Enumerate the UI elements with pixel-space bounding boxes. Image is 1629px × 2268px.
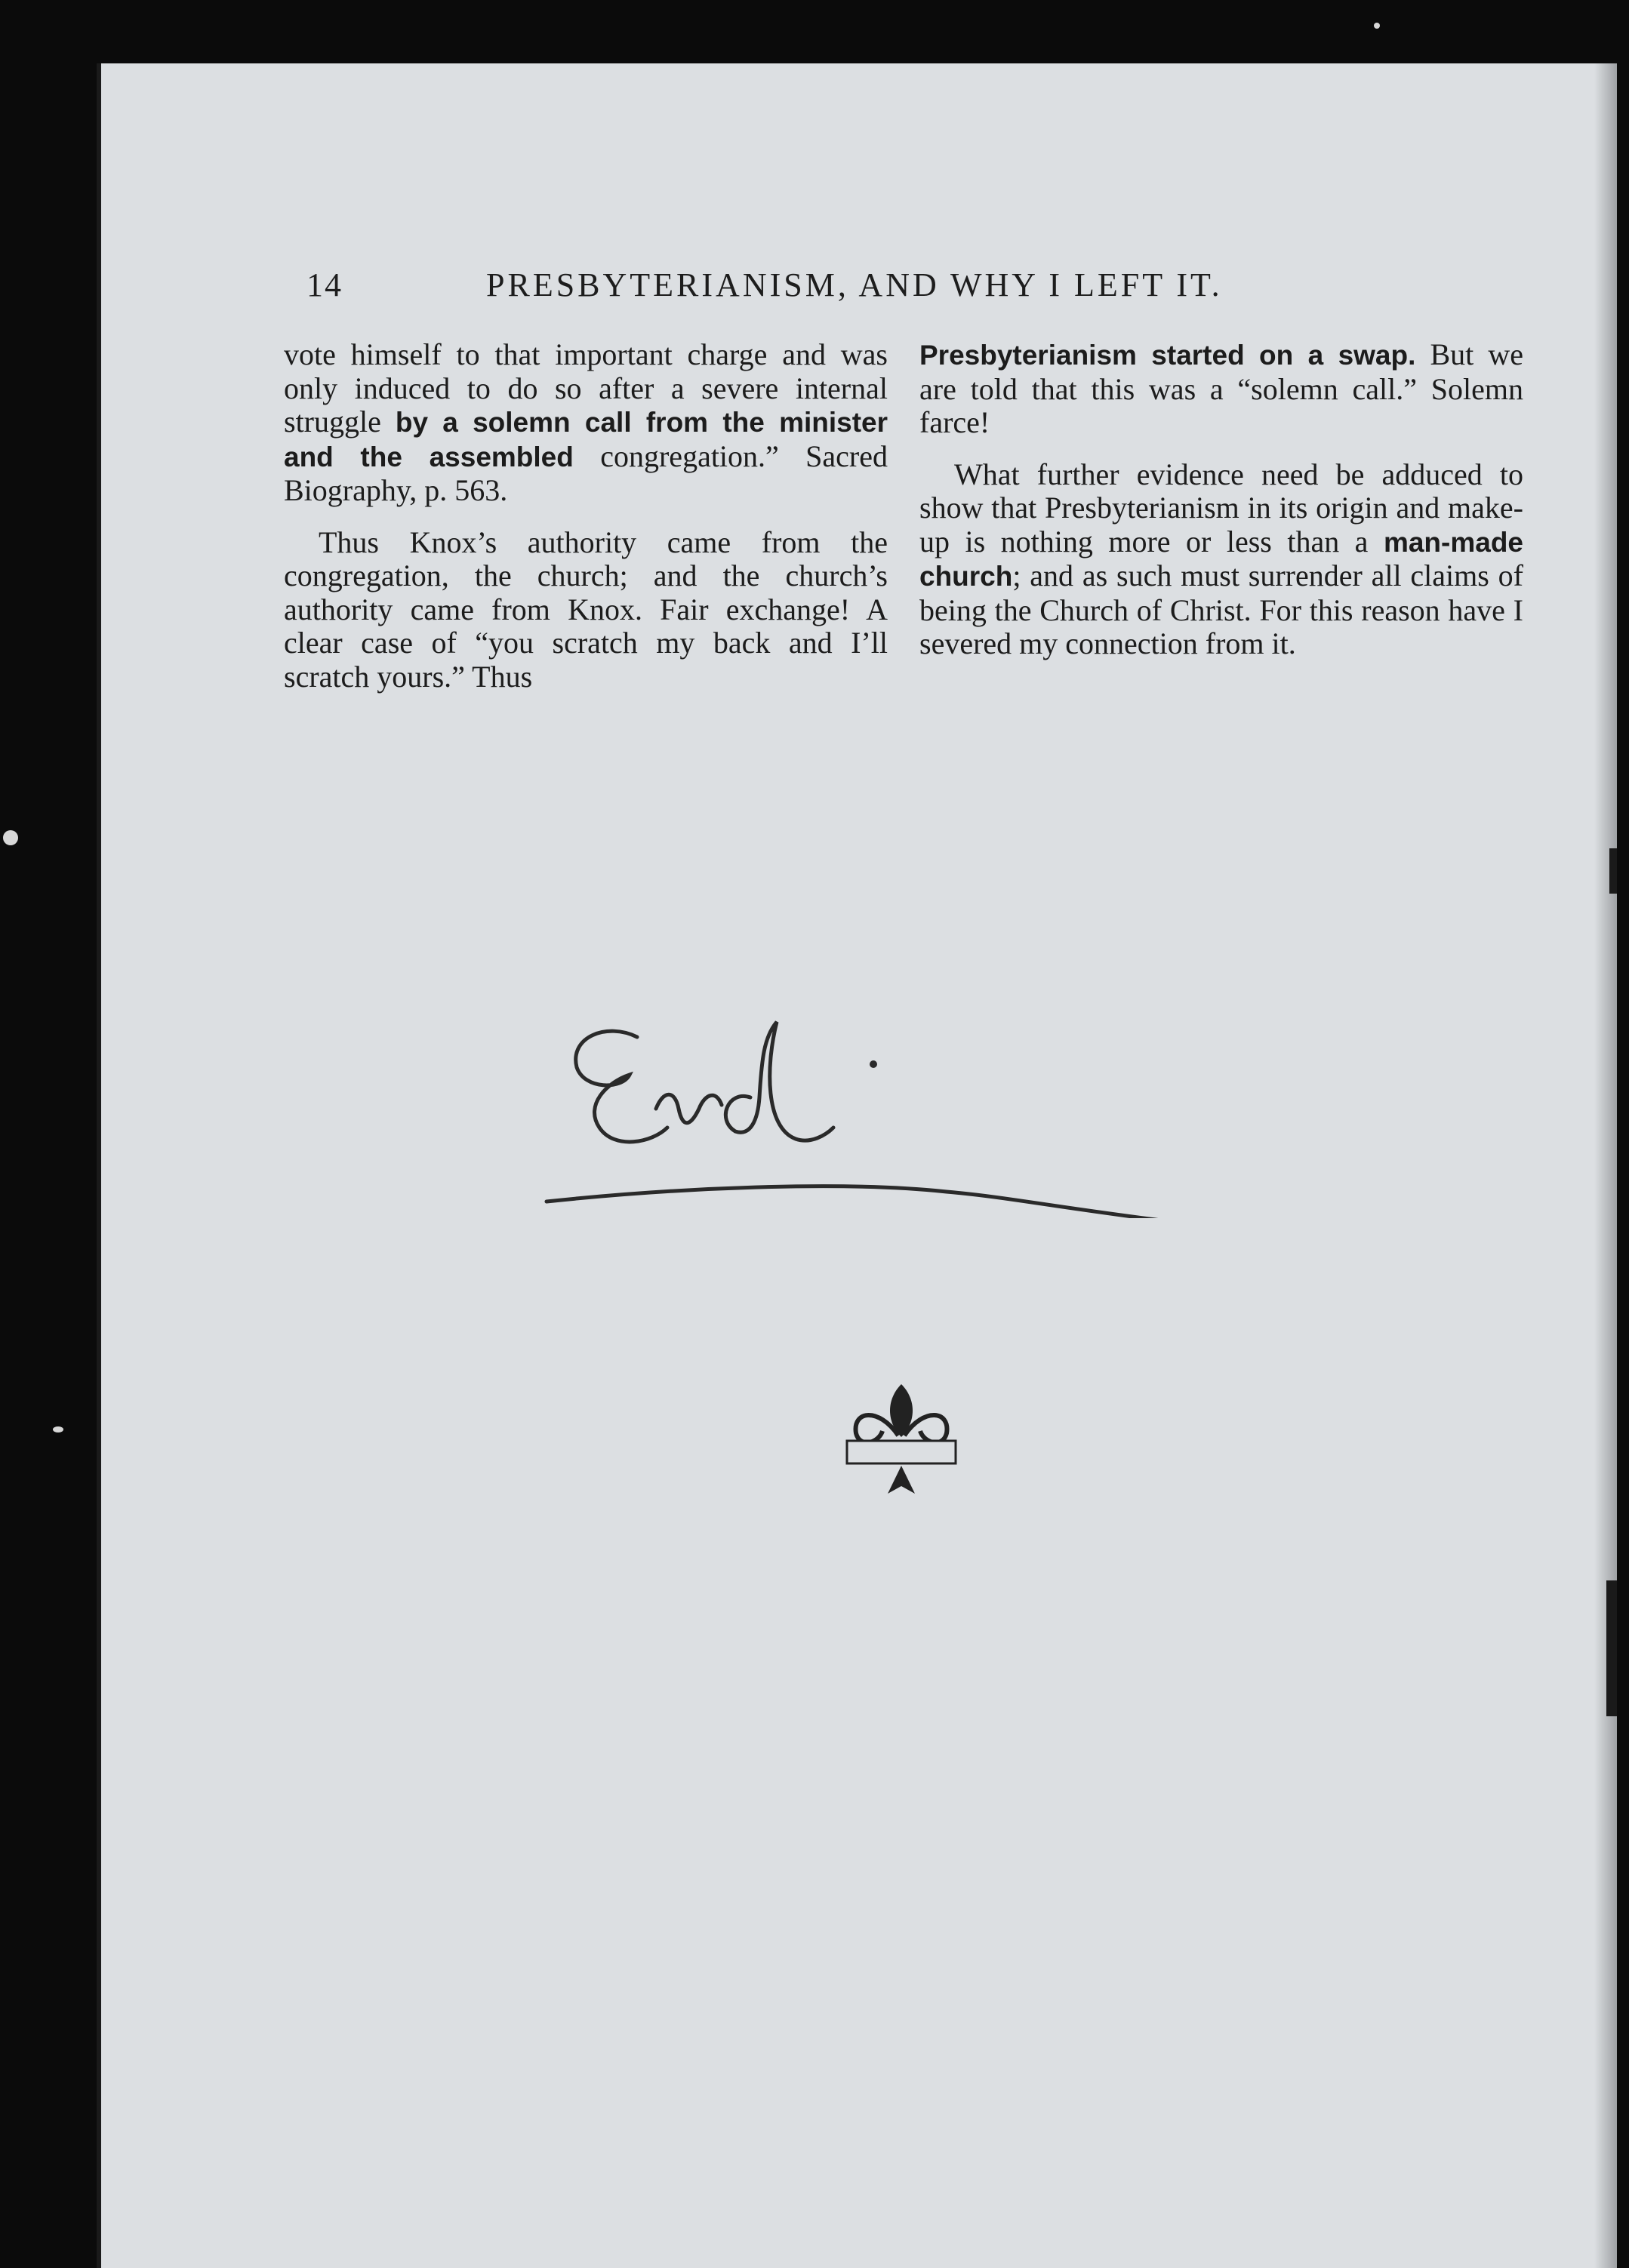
binding-clip xyxy=(1606,1580,1617,1716)
page-number: 14 xyxy=(306,266,343,303)
paragraph xyxy=(284,338,888,508)
running-title: PRESBYTERIANISM, AND WHY I LEFT IT. xyxy=(486,266,1223,303)
text-run: ; and as such must surrender all claims of being the Church of Christ. For this reason have I severed my connection from it. xyxy=(919,559,1523,660)
bold-text-run: by a solemn call from the minister and the assembled xyxy=(284,407,888,472)
right-column xyxy=(919,338,1523,679)
page-edge-shadow xyxy=(1594,63,1617,2268)
scan-dust-mark xyxy=(53,1426,63,1433)
text-run: Thus Knox’s authority came from the congregation, the church; and the church’s authority came from Knox. Fair exchange! A clear case of “you scratch my back and I’ll scratch yours.” Thus xyxy=(284,525,888,694)
text-run: But we are told that this was a “solemn call.” Solemn farce! xyxy=(919,337,1524,439)
document-page xyxy=(97,63,1617,2268)
paragraph xyxy=(284,526,888,694)
paragraph xyxy=(919,458,1523,661)
scan-dust-mark xyxy=(3,830,18,845)
handwritten-end-signature xyxy=(524,977,1203,1218)
bold-text-run: man-made church xyxy=(919,526,1523,592)
fleur-de-lis-icon xyxy=(841,1377,962,1505)
bold-text-run: Presbyterianism started on a swap. xyxy=(919,340,1416,371)
text-run: congregation.” Sacred Biography, p. 563. xyxy=(284,439,888,507)
binding-clip xyxy=(1609,848,1617,894)
text-run: vote himself to that important charge and was only induced to do so after a severe internal struggle xyxy=(284,337,888,439)
text-run: What further evidence need be adduced to show that Presbyterianism in its origin and make-up is nothing more or less than a xyxy=(919,457,1523,559)
paragraph xyxy=(919,338,1523,440)
left-column xyxy=(284,338,888,712)
running-head xyxy=(101,266,1617,311)
scan-dust-mark xyxy=(1374,23,1380,29)
